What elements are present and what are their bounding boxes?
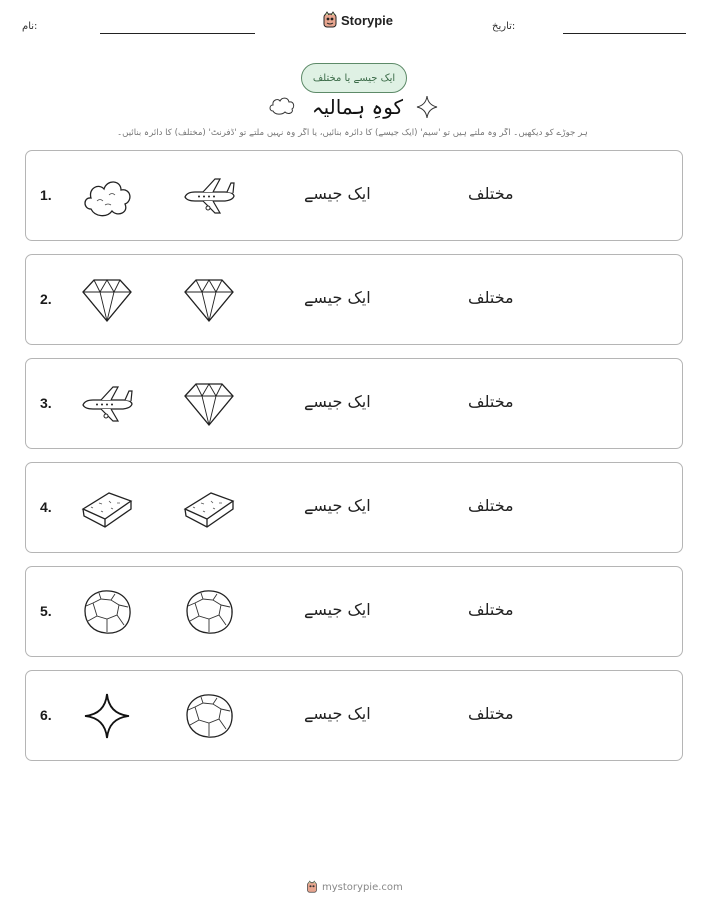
option-different[interactable]: مختلف xyxy=(468,392,514,411)
rock-icon xyxy=(181,587,237,637)
question-row-1 xyxy=(25,150,683,241)
option-different[interactable]: مختلف xyxy=(468,496,514,515)
question-number: 5. xyxy=(40,603,52,619)
cloud-icon xyxy=(267,94,297,116)
name-line[interactable] xyxy=(100,33,255,34)
option-different[interactable]: مختلف xyxy=(468,600,514,619)
question-number: 3. xyxy=(40,395,52,411)
option-same[interactable]: ایک جیسے xyxy=(304,392,371,411)
storypie-logo-icon xyxy=(322,11,338,29)
sparkle-icon xyxy=(79,691,135,741)
question-number: 6. xyxy=(40,707,52,723)
option-same[interactable]: ایک جیسے xyxy=(304,184,371,203)
diamond-icon xyxy=(181,379,237,429)
airplane-icon xyxy=(181,171,237,221)
question-number: 4. xyxy=(40,499,52,515)
option-different[interactable]: مختلف xyxy=(468,288,514,307)
diamond-icon xyxy=(79,275,135,325)
rock-icon xyxy=(79,587,135,637)
footer-url: mystorypie.com xyxy=(322,881,403,893)
question-row-4 xyxy=(25,462,683,553)
brick-icon xyxy=(181,483,237,533)
footer xyxy=(306,880,403,894)
page-title: کوہِ ہمالیہ xyxy=(311,95,404,119)
question-row-3 xyxy=(25,358,683,449)
diamond-icon xyxy=(181,275,237,325)
question-row-5 xyxy=(25,566,683,657)
category-tag: ایک جیسے یا مختلف xyxy=(301,63,407,93)
question-row-2 xyxy=(25,254,683,345)
option-same[interactable]: ایک جیسے xyxy=(304,704,371,723)
name-label: نام: xyxy=(22,21,38,32)
question-number: 2. xyxy=(40,291,52,307)
sparkle-icon xyxy=(415,94,439,120)
option-same[interactable]: ایک جیسے xyxy=(304,288,371,307)
option-same[interactable]: ایک جیسے xyxy=(304,600,371,619)
brand xyxy=(322,11,393,29)
option-different[interactable]: مختلف xyxy=(468,184,514,203)
option-different[interactable]: مختلف xyxy=(468,704,514,723)
brand-name: Storypie xyxy=(341,12,394,28)
brick-icon xyxy=(79,483,135,533)
date-label: تاریخ: xyxy=(492,21,516,32)
cloud-icon xyxy=(79,171,135,221)
storypie-logo-icon xyxy=(306,880,318,894)
instructions: ہر جوڑے کو دیکھیں۔ اگر وہ ملتے ہیں تو 'سیم' (ایک جیسے) کا دائرہ بنائیں، یا اگر وہ نہیں ملتے تو 'ڈفرنٹ' (مختلف) کا دائرہ بنائیں۔ xyxy=(117,128,588,138)
airplane-icon xyxy=(79,379,135,429)
date-line[interactable] xyxy=(563,33,686,34)
question-row-6 xyxy=(25,670,683,761)
rock-icon xyxy=(181,691,237,741)
option-same[interactable]: ایک جیسے xyxy=(304,496,371,515)
question-number: 1. xyxy=(40,187,52,203)
